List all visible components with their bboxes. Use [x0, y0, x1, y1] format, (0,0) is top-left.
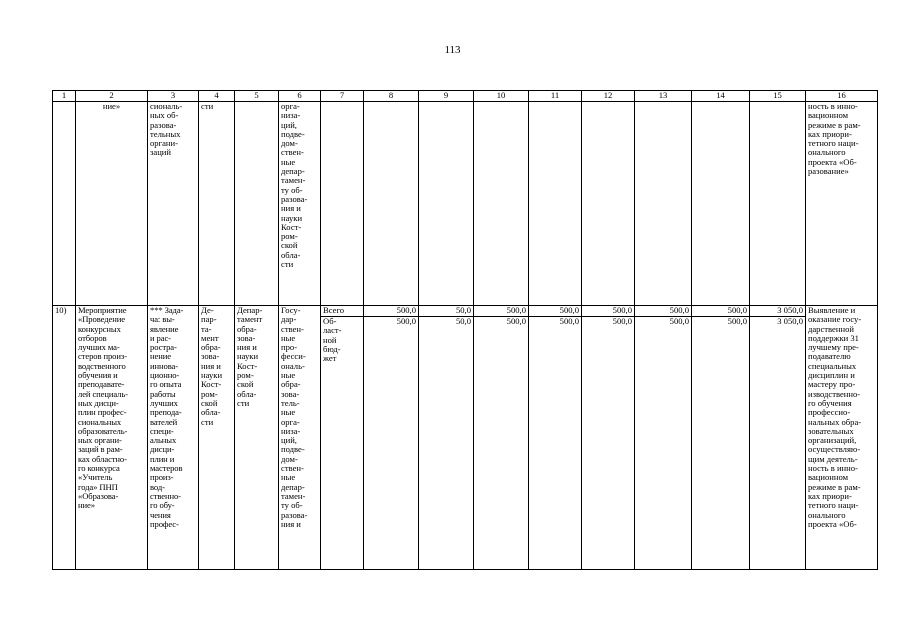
header-cell: 14 — [692, 91, 750, 102]
header-cell: 12 — [582, 91, 635, 102]
row2-responsible: Депар- тамент обра- зова- ния и науки Кост- ром- ской обла- сти — [235, 306, 279, 570]
row1-col16: ность в инно- вационном режиме в рам- ках приори- тетного наци- онального проекта «Об- разование» — [806, 102, 878, 306]
row2-source-regional: Об- ласт- ной бюд- жет — [321, 317, 364, 570]
header-cell: 1 — [53, 91, 76, 102]
row2-result: Выявление и оказание госу- дарственной поддержки 31 лучшему пре- подавателю специальных дисциплин и мастеру про- изводственно- го обучения профессио- нальных обра- зовательных организаций, осуществляю- щим деятель- ность в инно- вационном режиме в рам- ках приори- тетного наци- онального проекта «Об- — [806, 306, 878, 570]
header-cell: 11 — [529, 91, 582, 102]
regional-value: 500,0 — [582, 317, 635, 570]
row1-col10 — [474, 102, 529, 306]
regional-value: 500,0 — [364, 317, 419, 570]
row1-col1 — [53, 102, 76, 306]
row1-col6: орга- низа- ций, подве- дом- ствен- ные депар- тамен- ту об- разова- ния и науки Кост- ром- ской обла- сти — [279, 102, 321, 306]
regional-value: 500,0 — [529, 317, 582, 570]
header-cell: 3 — [148, 91, 199, 102]
row2-activity: Мероприятие «Проведение конкурсных отборов лучших ма- стеров произ- водственного обучения и преподавате- лей специаль- ных дисци- плин профес- сиональных образователь- ных органи- заций в рам- ках областно- го конкурса «Учитель года» ПНП «Образова- ние» — [76, 306, 148, 570]
total-value: 3 050,0 — [750, 306, 806, 317]
regional-value: 500,0 — [692, 317, 750, 570]
header-cell: 8 — [364, 91, 419, 102]
regional-value: 500,0 — [474, 317, 529, 570]
regional-value: 50,0 — [419, 317, 474, 570]
header-row — [53, 91, 878, 102]
page-number: 113 — [444, 44, 461, 56]
row1-col3: сиональ- ных об- разова- тельных органи- заций — [148, 102, 199, 306]
budget-table — [52, 90, 878, 570]
row2-task: *** Зада- ча: вы- явление и рас- ростра- нение иннова- ционно- го опыта работы лучших препода- вателей специ- альных дисци- плин и мастеров произ- вод- ственно- го обу- чения профес- — [148, 306, 199, 570]
row1-col5 — [235, 102, 279, 306]
table-row — [53, 306, 878, 317]
header-cell: 6 — [279, 91, 321, 102]
total-value: 50,0 — [419, 306, 474, 317]
row1-col7 — [321, 102, 364, 306]
header-cell: 7 — [321, 91, 364, 102]
total-value: 500,0 — [582, 306, 635, 317]
header-cell: 2 — [76, 91, 148, 102]
regional-value: 3 050,0 — [750, 317, 806, 570]
row2-source-total: Всего — [321, 306, 364, 317]
header-cell: 16 — [806, 91, 878, 102]
row1-col11 — [529, 102, 582, 306]
row1-col4: сти — [199, 102, 235, 306]
table-row — [53, 102, 878, 306]
row1-col15 — [750, 102, 806, 306]
row1-col13 — [635, 102, 692, 306]
row2-executor: Де- пар- та- мент обра- зова- ния и науки Кост- ром- ской обла- сти — [199, 306, 235, 570]
regional-value: 500,0 — [635, 317, 692, 570]
total-value: 500,0 — [474, 306, 529, 317]
header-cell: 10 — [474, 91, 529, 102]
row1-col9 — [419, 102, 474, 306]
total-value: 500,0 — [692, 306, 750, 317]
row1-col12 — [582, 102, 635, 306]
row2-participants: Госу- дар- ствен- ные про- фесси- ональ- ные обра- зова- тель- ные орга- низа- ций, подве- дом- ствен- ные депар- тамен- ту об- разова- ния и — [279, 306, 321, 570]
header-cell: 15 — [750, 91, 806, 102]
header-cell: 5 — [235, 91, 279, 102]
total-value: 500,0 — [635, 306, 692, 317]
header-cell: 9 — [419, 91, 474, 102]
total-value: 500,0 — [364, 306, 419, 317]
row2-number: 10) — [53, 306, 76, 570]
row1-col14 — [692, 102, 750, 306]
header-cell: 13 — [635, 91, 692, 102]
row1-col2: ние» — [76, 102, 148, 306]
total-value: 500,0 — [529, 306, 582, 317]
header-cell: 4 — [199, 91, 235, 102]
row1-col8 — [364, 102, 419, 306]
